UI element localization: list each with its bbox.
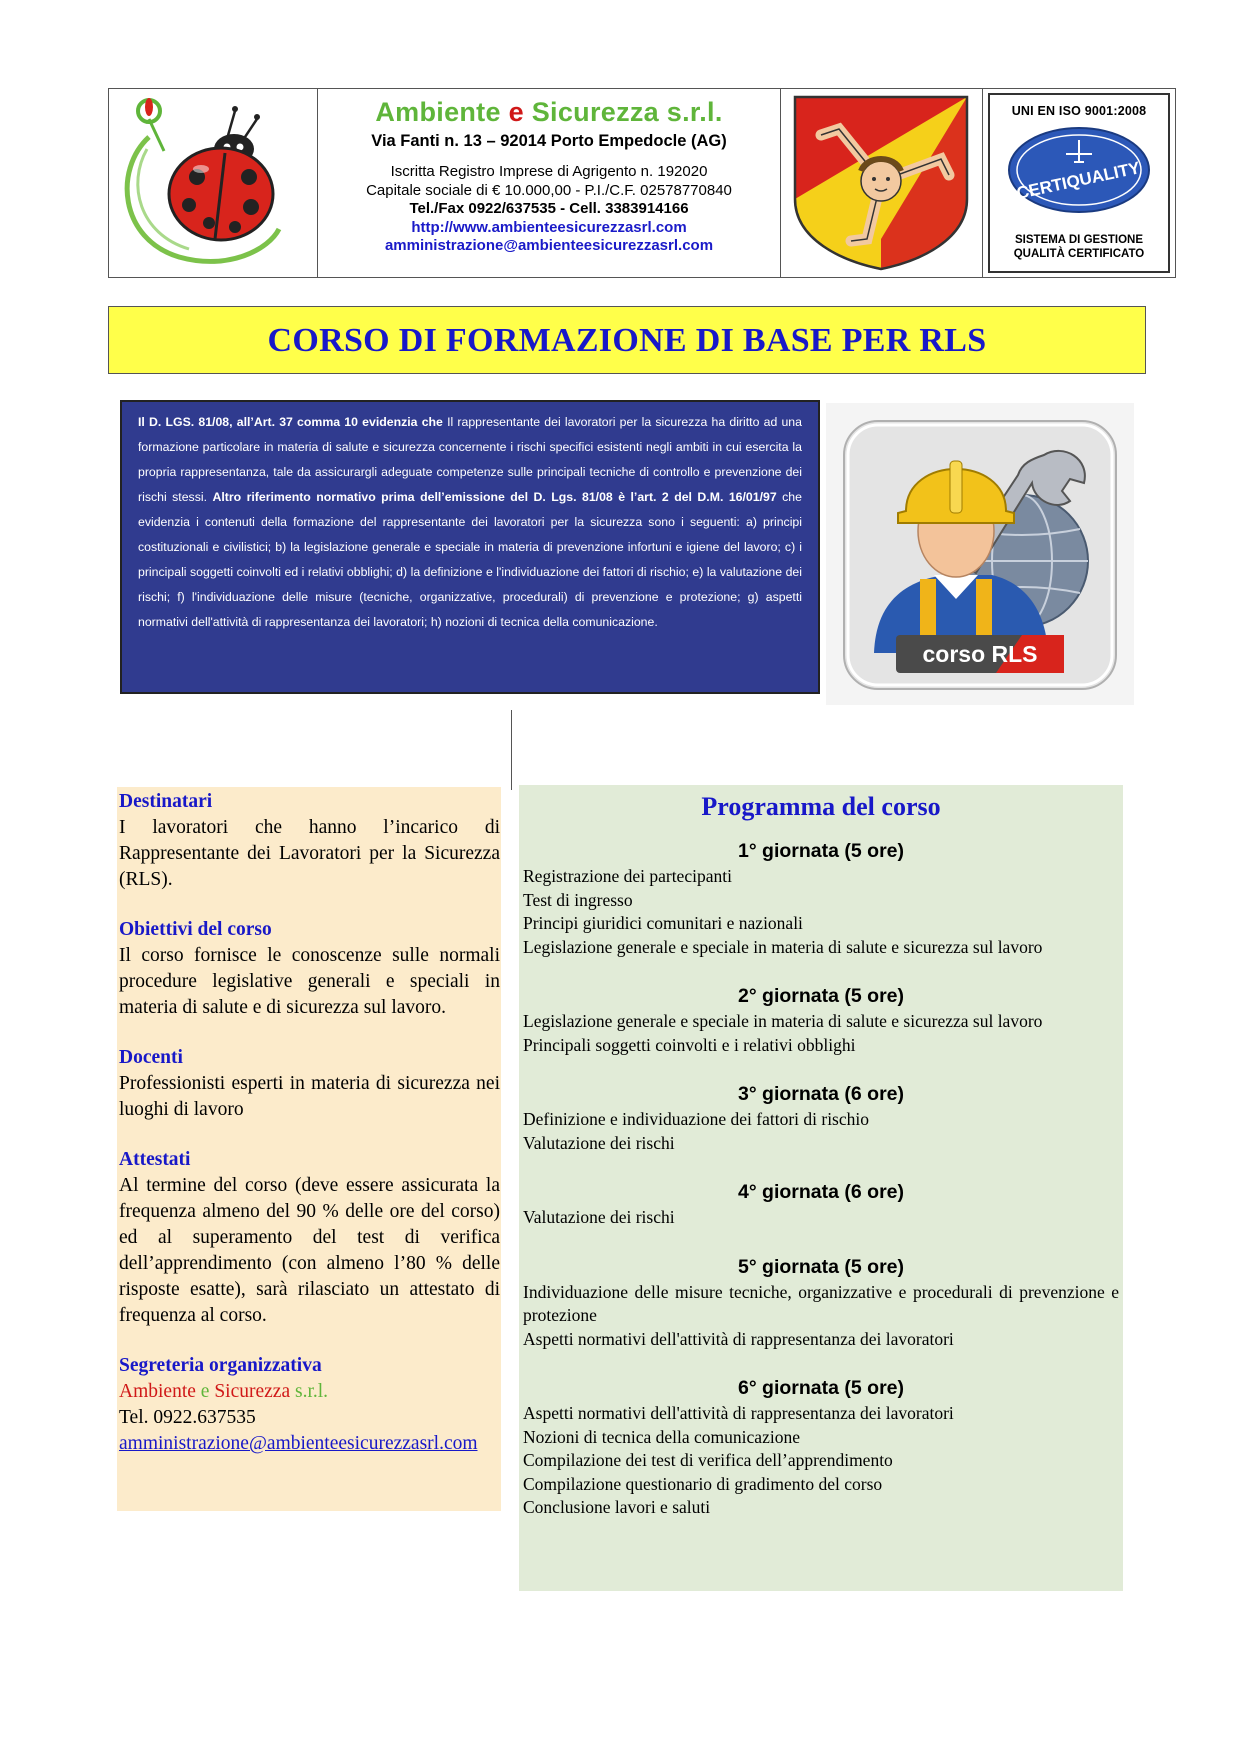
- company-info-cell: [318, 89, 781, 277]
- section-attestati: [119, 1147, 500, 1329]
- program-item: Test di ingresso: [523, 889, 633, 910]
- program-item: Conclusione lavori e saluti: [523, 1497, 711, 1517]
- obiettivi-text: Il corso fornisce le conoscenze sulle normali procedure legislative generali e speciali in materia di salute e di sicurezza sul lavoro.: [119, 945, 500, 1018]
- company-website-link[interactable]: http://www.ambienteesicurezzasrl.com: [411, 218, 687, 236]
- program-item: Valutazione dei rischi: [523, 1132, 675, 1153]
- section-obiettivi: [119, 917, 500, 1021]
- segreteria-email-link[interactable]: amministrazione@ambienteesicurezzasrl.com: [119, 1433, 478, 1454]
- intro-bold-2: Altro riferimento normativo prima dell’emissione del D. Lgs. 81/08 è l’art. 2 del D.M. 16/01/97: [212, 490, 777, 504]
- program-day: [523, 1254, 1119, 1352]
- program-day: [523, 1375, 1119, 1520]
- program-item: Legislazione generale e speciale in materia di salute e sicurezza sul lavoro: [523, 1011, 1043, 1031]
- day-heading: 5° giornata (5 ore): [738, 1255, 904, 1278]
- company-email-link[interactable]: amministrazione@ambienteesicurezzasrl.com: [384, 237, 714, 254]
- section-docenti: [119, 1045, 500, 1123]
- docenti-text: Professionisti esperti in materia di sicurezza nei luoghi di lavoro: [119, 1073, 500, 1120]
- program-item: Aspetti normativi dell'attività di rappresentanza dei lavoratori: [523, 1403, 954, 1423]
- company-capital: Capitale sociale di € 10.000,00 - P.I./C.F. 02578770840: [366, 181, 732, 199]
- intro-text-2: che evidenzia i contenuti della formazione del rappresentante dei lavoratori per la sicurezza sono i seguenti: a) principi costituzionali e civilistici; b) la legislazione generale e speciale in materia di prevenzione infortuni e igiene del lavoro; c) i principali soggetti coinvolti ed i relativi obblighi; d) la definizione e l'individuazione dei fattori di rischio; e) la valutazione dei rischi; f) l'individuazione delle misure (tecniche, organizzative, procedurali) di prevenzione e protezione; g) aspetti normativi dell'attività di rappresentanza dei lavoratori; h) nozioni di tecnica della comunicazione.: [138, 490, 802, 629]
- program-item: Principali soggetti coinvolti e i relativi obblighi: [523, 1034, 856, 1055]
- program-item: Definizione e individuazione dei fattori di rischio: [523, 1109, 870, 1129]
- day-heading: 4° giornata (6 ore): [738, 1181, 904, 1203]
- ladybug-logo-icon: [109, 89, 314, 275]
- program-item: Principi giuridici comunitari e nazionali: [523, 913, 803, 933]
- section-destinatari: [119, 789, 500, 893]
- trinacria-crest-icon: [781, 89, 981, 275]
- intro-text-1: Il rappresentante dei lavoratori per la sicurezza ha diritto ad una formazione particolare in materia di salute e sicurezza concernente i rischi specifici esistenti negli ambiti in cui esercita la propria rappresentanza, tale da assicurargli adeguate competenze sulle principali tecniche di controllo e prevenzione dei rischi stessi.: [138, 415, 802, 504]
- program-column: [519, 785, 1123, 1591]
- letterhead: [108, 88, 1176, 278]
- day-heading: 3° giornata (6 ore): [738, 1083, 904, 1105]
- company-registry: Iscritta Registro Imprese di Agrigento n. 192020: [390, 163, 708, 180]
- segreteria-phone: Tel. 0922.637535: [119, 1407, 256, 1428]
- certiquality-text: CERTIQUALITY: [1014, 158, 1142, 203]
- title-banner: [108, 306, 1146, 374]
- intro-box: [120, 400, 820, 694]
- program-item: Aspetti normativi dell'attività di rappresentanza dei lavoratori: [523, 1328, 954, 1349]
- sicily-crest-cell: [781, 89, 983, 277]
- company-logo-cell: [109, 89, 318, 277]
- program-item: Compilazione questionario di gradimento del corso: [523, 1473, 883, 1494]
- iso-caption-line2: QUALITÀ CERTIFICATO: [1013, 248, 1145, 260]
- segreteria-heading: Segreteria organizzativa: [119, 1355, 322, 1376]
- program-item: Valutazione dei rischi: [523, 1207, 675, 1227]
- attestati-heading: Attestati: [119, 1149, 191, 1170]
- company-phone: Tel./Fax 0922/637535 - Cell. 3383914166: [409, 200, 689, 217]
- corso-rls-illustration: [826, 403, 1134, 705]
- program-day: [523, 983, 1119, 1057]
- corso-rls-label: corso RLS: [922, 641, 1038, 667]
- day-heading: 6° giornata (5 ore): [738, 1377, 904, 1399]
- company-name: Ambiente e Sicurezza s.r.l.: [375, 97, 723, 127]
- program-heading: Programma del corso: [701, 792, 941, 821]
- iso-badge: [988, 93, 1170, 273]
- page-title: CORSO DI FORMAZIONE DI BASE PER RLS: [267, 322, 987, 359]
- program-day: [523, 1179, 1119, 1230]
- day-heading: 2° giornata (5 ore): [738, 985, 904, 1007]
- program-item: Compilazione dei test di verifica dell’apprendimento: [523, 1450, 893, 1470]
- segreteria-company: Ambiente e Sicurezza s.r.l.: [119, 1381, 329, 1402]
- company-address: Via Fanti n. 13 – 92014 Porto Empedocle (AG): [371, 132, 727, 150]
- course-info-column: [117, 787, 501, 1511]
- program-item: Legislazione generale e speciale in materia di salute e sicurezza sul lavoro: [523, 936, 1043, 957]
- destinatari-heading: Destinatari: [119, 791, 213, 812]
- intro-bold-1: Il D. LGS. 81/08, all’Art. 37 comma 10 evidenzia che: [138, 415, 443, 429]
- attestati-text: Al termine del corso (deve essere assicurata la frequenza almeno del 90 % delle ore del corso) ed al superamento del test di verifica dell’apprendimento (con almeno l’80 % delle risposte esatte), sarà rilasciato un attestato di frequenza al corso.: [119, 1175, 500, 1326]
- iso-standard: UNI EN ISO 9001:2008: [1011, 104, 1147, 118]
- docenti-heading: Docenti: [119, 1047, 183, 1068]
- program-item: Individuazione delle misure tecniche, organizzative e procedurali di prevenzione e protezione: [523, 1281, 1119, 1325]
- program-day: [523, 1081, 1119, 1155]
- certiquality-seal-icon: [1004, 124, 1154, 216]
- program-item: Registrazione dei partecipanti: [523, 866, 732, 886]
- program-item: Nozioni di tecnica della comunicazione: [523, 1426, 800, 1447]
- day-heading: 1° giornata (5 ore): [738, 840, 904, 862]
- column-divider: [511, 710, 512, 790]
- destinatari-text: I lavoratori che hanno l’incarico di Rappresentante dei Lavoratori per la Sicurezza (RLS).: [119, 817, 500, 890]
- obiettivi-heading: Obiettivi del corso: [119, 919, 272, 940]
- iso-certification-cell: [983, 89, 1175, 277]
- section-segreteria: [119, 1353, 500, 1457]
- iso-caption-line1: SISTEMA DI GESTIONE: [1014, 234, 1143, 246]
- program-day: [523, 838, 1119, 959]
